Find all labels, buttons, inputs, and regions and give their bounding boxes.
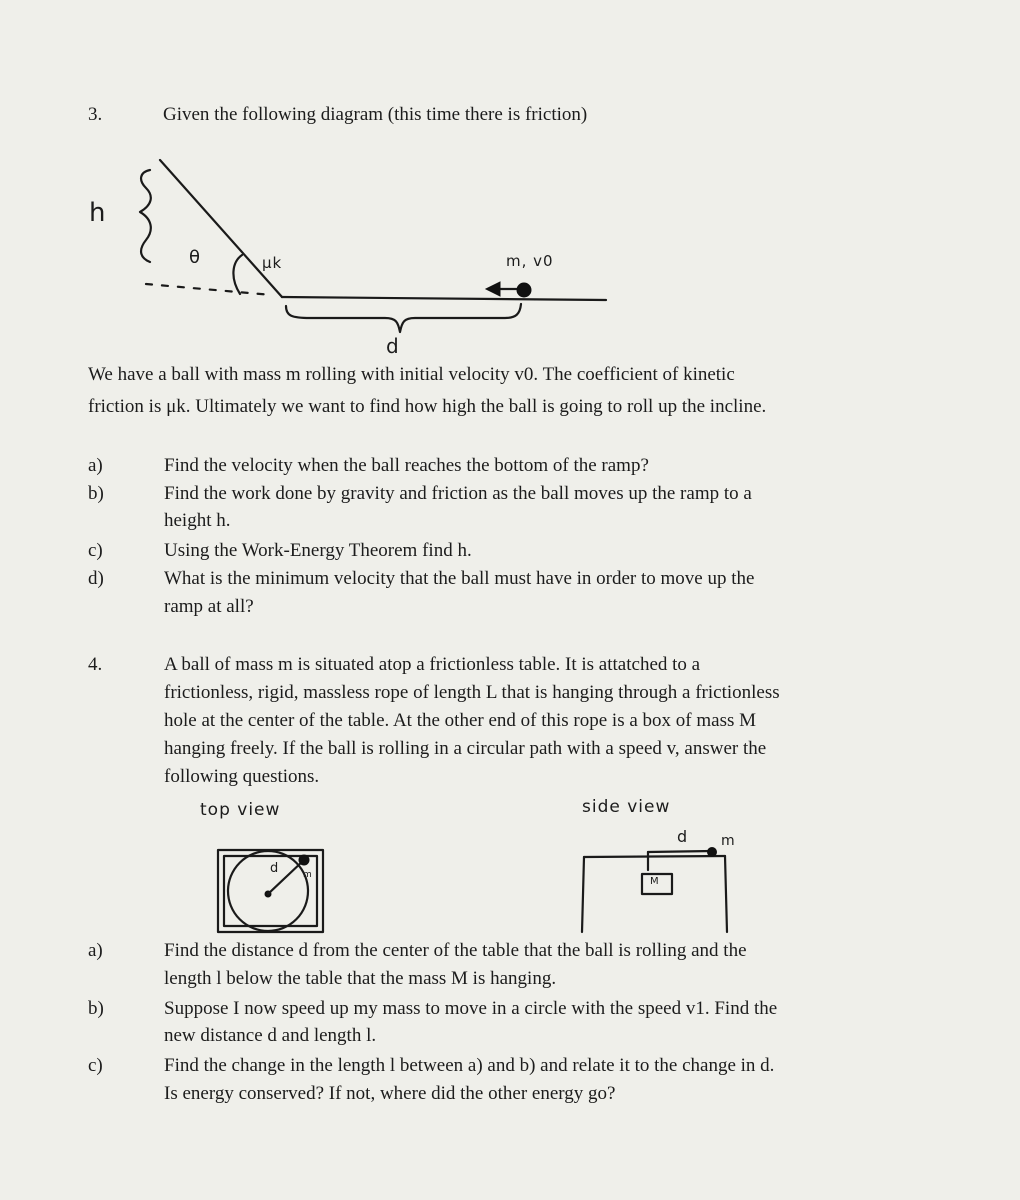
q3-part-d-text-1: What is the minimum velocity that the ball must have in order to move up the xyxy=(164,568,755,589)
q4-text-line-5: following questions. xyxy=(164,766,320,787)
table-leg-left xyxy=(582,857,584,932)
side-view-title: side view xyxy=(582,797,671,817)
top-view-title: top view xyxy=(200,800,281,820)
q3-part-a-label: a) xyxy=(88,455,103,476)
q3-part-b-text-1: Find the work done by gravity and friction as the ball moves up the ramp to a xyxy=(164,483,752,504)
side-view-label-M: M xyxy=(650,876,660,887)
q3-number: 3. xyxy=(88,104,103,125)
label-theta: θ xyxy=(189,247,202,268)
q4-part-c-text-2: Is energy conserved? If not, where did the other energy go? xyxy=(164,1083,616,1104)
label-mu-k: μk xyxy=(262,254,283,272)
q3-intro-line-1: We have a ball with mass m rolling with initial velocity v0. The coefficient of kinetic xyxy=(88,364,735,385)
side-view-label-d: d xyxy=(677,827,689,846)
q3-part-c-text: Using the Work-Energy Theorem find h. xyxy=(164,540,472,561)
q4-text-line-4: hanging freely. If the ball is rolling in a circular path with a speed v, answer the xyxy=(164,738,767,759)
q3-intro-line-2: friction is μk. Ultimately we want to find how high the ball is going to roll up the incline. xyxy=(88,396,767,417)
q4-part-b-text-2: new distance d and length l. xyxy=(164,1025,377,1046)
q3-part-d-text-2: ramp at all? xyxy=(164,596,254,617)
q4-text-line-1: A ball of mass m is situated atop a frictionless table. It is attatched to a xyxy=(164,654,701,675)
q3-part-c-label: c) xyxy=(88,540,103,561)
rope-on-table xyxy=(648,851,712,852)
q4-text-line-3: hole at the center of the table. At the other end of this rope is a box of mass M xyxy=(164,710,757,731)
top-view-label-d: d xyxy=(270,861,280,876)
q4-part-c-text-1: Find the change in the length l between a) and b) and relate it to the change in d. xyxy=(164,1055,775,1076)
q4-part-a-text-1: Find the distance d from the center of the table that the ball is rolling and the xyxy=(164,940,747,961)
q4-number: 4. xyxy=(88,654,103,675)
q4-part-b-text-1: Suppose I now speed up my mass to move in a circle with the speed v1. Find the xyxy=(164,998,778,1019)
ball-side-view xyxy=(708,848,717,857)
ball-top-view xyxy=(299,855,309,865)
side-view-diagram xyxy=(582,848,727,933)
q4-part-a-label: a) xyxy=(88,940,103,961)
q3-part-b-label: b) xyxy=(88,483,104,504)
q4-text-line-2: frictionless, rigid, massless rope of length L that is hanging through a frictionless xyxy=(164,682,780,703)
label-d: d xyxy=(386,334,400,358)
label-m-v0: m, v0 xyxy=(506,252,554,270)
q4-part-a-text-2: length l below the table that the mass M is hanging. xyxy=(164,968,557,989)
q3-part-d-label: d) xyxy=(88,568,104,589)
q4-part-b-label: b) xyxy=(88,998,104,1019)
q3-prompt: Given the following diagram (this time there is friction) xyxy=(163,104,588,125)
q3-part-a-text: Find the velocity when the ball reaches the bottom of the ramp? xyxy=(164,455,649,476)
label-h: h xyxy=(89,198,107,228)
top-view-label-m: m xyxy=(303,870,313,880)
table-top xyxy=(584,856,725,857)
q3-part-b-text-2: height h. xyxy=(164,510,231,531)
table-leg-right xyxy=(725,856,727,932)
side-view-label-m: m xyxy=(721,833,736,849)
q4-part-c-label: c) xyxy=(88,1055,103,1076)
